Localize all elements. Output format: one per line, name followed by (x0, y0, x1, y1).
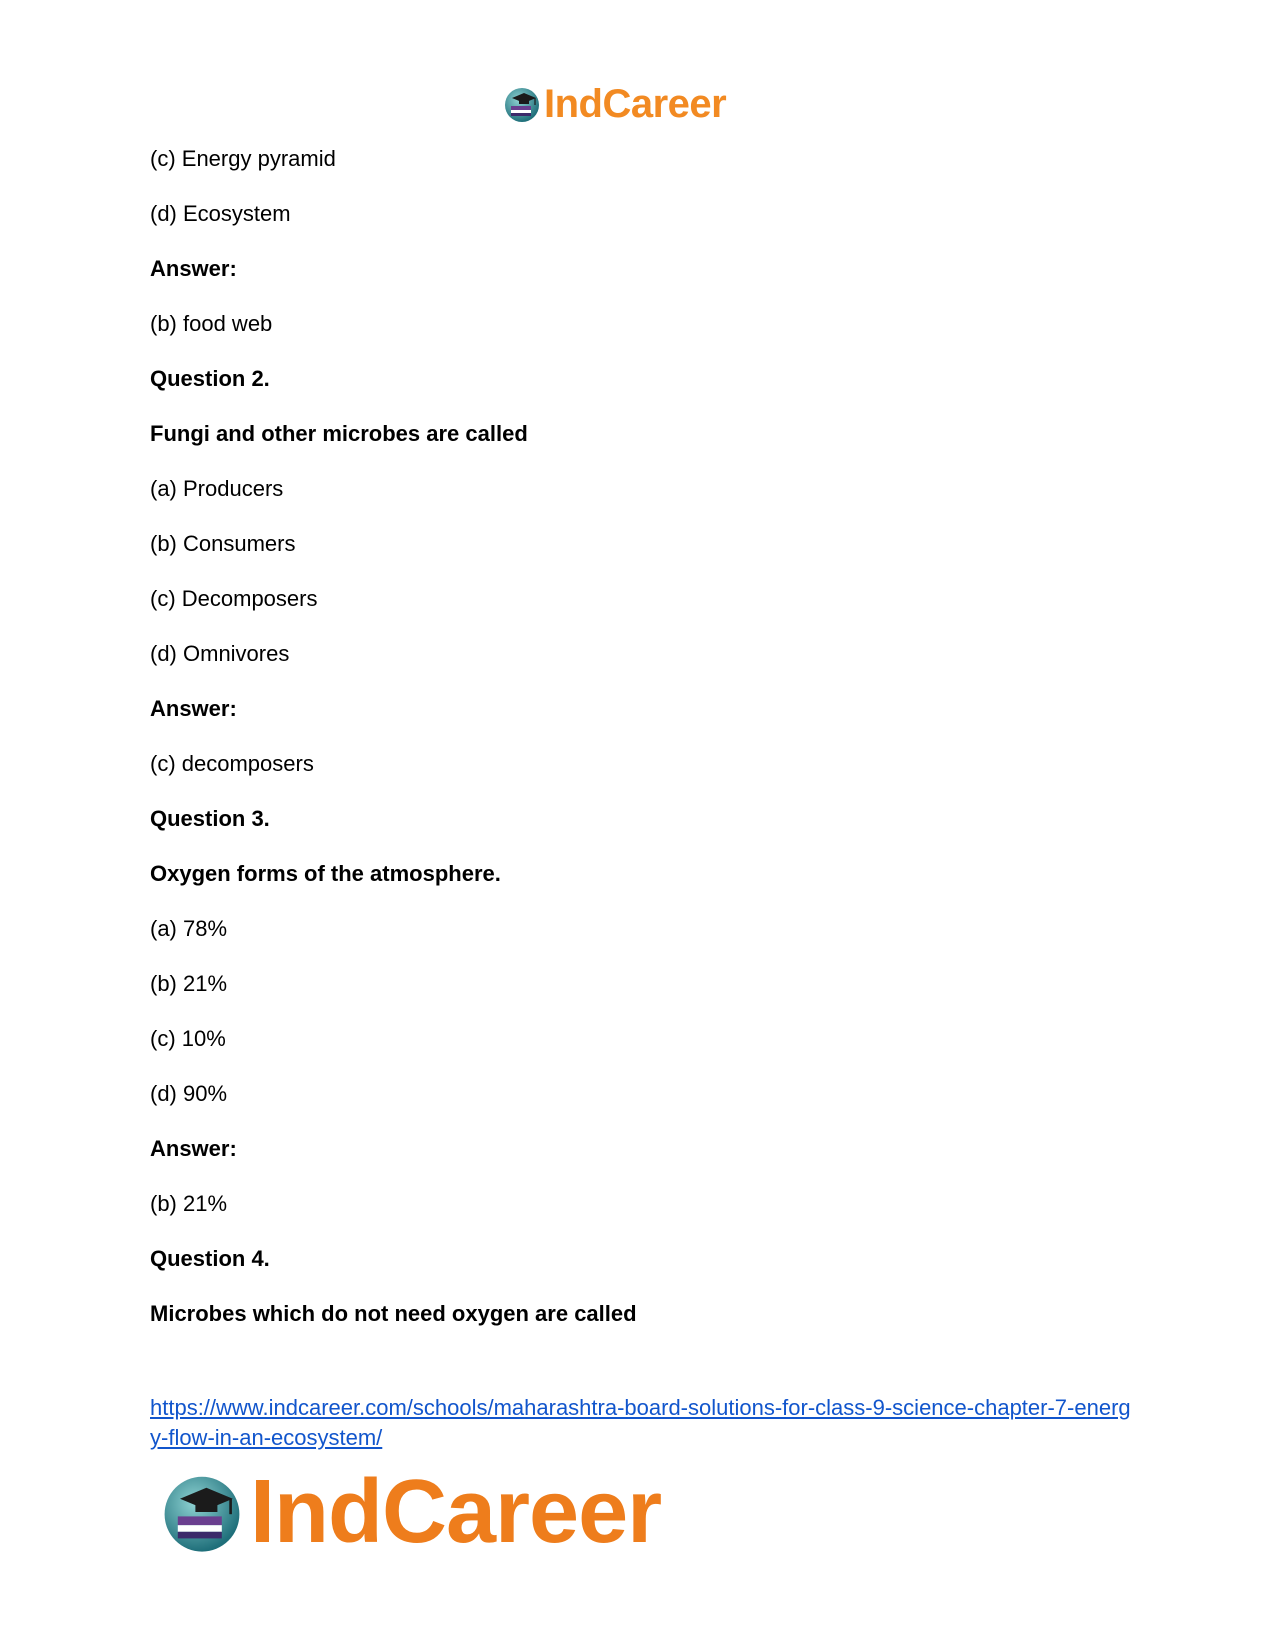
option-text: (c) Energy pyramid (150, 146, 336, 171)
option-text: (d) Ecosystem (150, 201, 291, 226)
question-number: Question 4. (150, 1246, 270, 1271)
answer-label: Answer: (150, 696, 237, 721)
footer-logo (158, 1462, 661, 1562)
source-url-link[interactable]: https://www.indcareer.com/schools/maharashtra-board-solutions-for-class-9-science-chapter-7-energy-flow-in-an-ecosystem/ (150, 1395, 1131, 1450)
option-text: (b) 21% (150, 1191, 228, 1216)
answer-label: Answer: (150, 1136, 237, 1161)
option-text: (b) food web (150, 311, 273, 336)
brand-logo-text: IndCareer (544, 82, 727, 126)
option-text: (d) Omnivores (150, 641, 290, 666)
option-text: (c) 10% (150, 1026, 226, 1051)
question-text: Oxygen forms of the atmosphere. (150, 861, 501, 886)
answer-label: Answer: (150, 256, 237, 281)
question-text: Fungi and other microbes are called (150, 421, 528, 446)
question-text: Microbes which do not need oxygen are called (150, 1301, 637, 1326)
question-number: Question 2. (150, 366, 270, 391)
header-logo (502, 80, 726, 128)
option-text: (a) Producers (150, 476, 284, 501)
option-text: (a) 78% (150, 916, 228, 941)
document-body (150, 146, 1130, 1356)
option-text: (c) decomposers (150, 751, 314, 776)
option-text: (b) 21% (150, 971, 228, 996)
option-text: (d) 90% (150, 1081, 228, 1106)
graduation-cap-book-globe-icon (158, 1468, 246, 1556)
question-number: Question 3. (150, 806, 270, 831)
option-text: (c) Decomposers (150, 586, 318, 611)
brand-logo-text: IndCareer (250, 1462, 662, 1562)
option-text: (b) Consumers (150, 531, 296, 556)
graduation-cap-book-globe-icon (502, 84, 542, 124)
